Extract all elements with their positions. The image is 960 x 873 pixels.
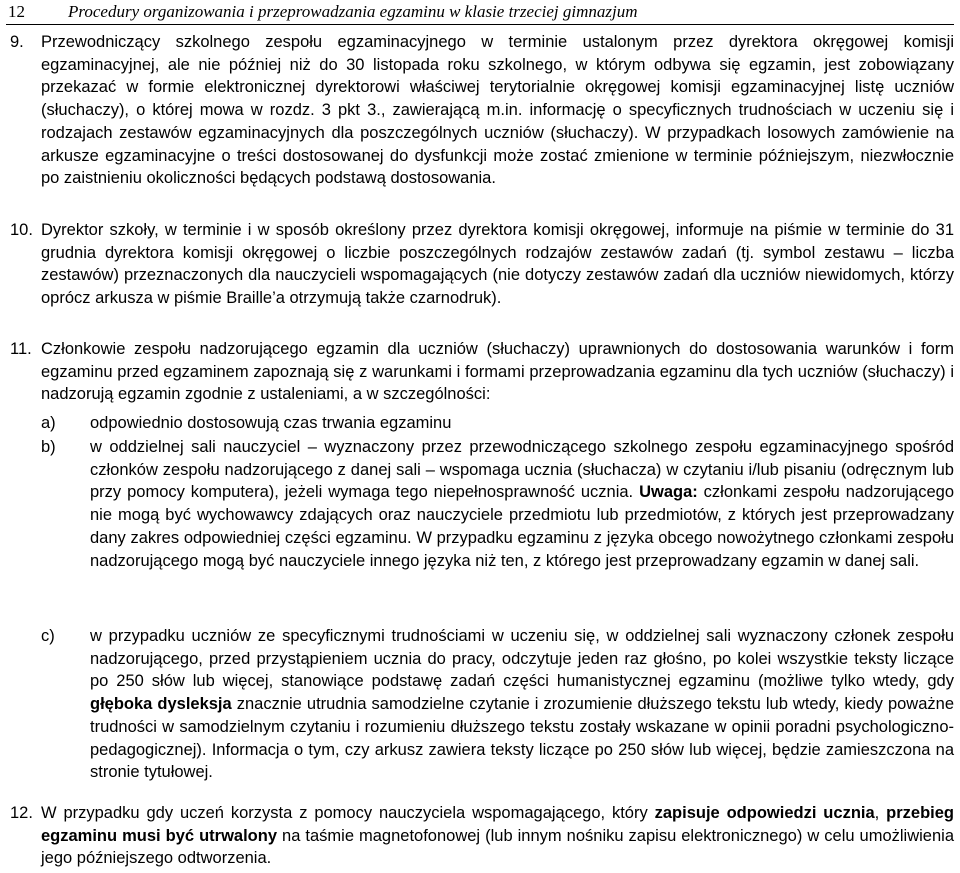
text-segment: w przypadku uczniów ze specyficznymi trudnościami w uczeniu się, w oddzielnej sali wyznaczony członek zespołu nadzorującego, przed przystąpieniem ucznia do pracy, odczytuje jeden raz głośno, po kolei wszystkie teksty liczące po 250 słów lub więcej, stanowiące podstawę zadań części humanistycznej egzaminu (możliwe tylko wtedy, gdy bbox=[90, 627, 954, 691]
paragraph-number: 10. bbox=[10, 221, 33, 239]
text-segment: znacznie utrudnia samodzielne czytanie i zrozumienie dłuższego tekstu lub wtedy, kiedy poważne trudności w samodzielnym czytaniu i rozumieniu dłuższego tekstu zostały wskazane w opinii poradni psychologiczno-pedagogicznej). Informacja o tym, czy arkusz zawiera teksty liczące po 250 słów lub więcej, będzie zamieszczona na stronie tytułowej. bbox=[90, 695, 954, 782]
subitem-letter: b) bbox=[41, 438, 56, 456]
paragraph-text: Członkowie zespołu nadzorującego egzamin dla uczniów (słuchaczy) uprawnionych do dostosowania warunków i form egzaminu przed egzaminem zapoznają się z warunkami i formami przeprowadzania egzaminu dla tych uczniów (słuchaczy) i nadzorują egzamin zgodnie z ustaleniami, a w szczególności: bbox=[41, 340, 954, 404]
subitem-letter: a) bbox=[41, 414, 56, 432]
text-segment: w oddzielnej sali nauczyciel – wyznaczony przez przewodniczącego szkolnego zespołu egzaminacyjnego spośród członków zespołu nadzorującego z danej sali – wspomaga ucznia (słuchacza) w czytaniu i/lub pisaniu (odręcznym lub przy pomocy komputera), jeżeli wymaga tego niepełnosprawność ucznia. bbox=[90, 438, 954, 502]
subitem-text bbox=[90, 625, 954, 784]
bold-phrase: zapisuje odpowiedzi ucznia bbox=[654, 804, 875, 822]
text-segment: na taśmie magnetofonowej (lub innym nośniku zapisu elektronicznego) w celu umożliwienia jego późniejszego odtworzenia. bbox=[41, 826, 955, 868]
paragraph-text: Przewodniczący szkolnego zespołu egzaminacyjnego w terminie ustalonym przez dyrektora okręgowej komisji egzaminacyjnej, ale nie później niż do 30 listopada roku szkolnego, w którym odbywa się egzamin, jest zobowiązany przekazać w formie elektronicznej dyrektorowi właściwej terytorialnie okręgowej komisji egzaminacyjnej listę uczniów (słuchaczy), o której mowa w rozdz. 3 pkt 3., zawierającą m.in. informację o specyficznych trudnościach w uczeniu się i rodzajach zestawów egzaminacyjnych dla poszczególnych uczniów (słuchaczy). W przypadkach losowych zamówienie na arkusze egzaminacyjne o treści dostosowanej do dysfunkcji może zostać zmienione w terminie późniejszym, niezwłocznie po zaistnieniu okoliczności będących podstawą dostosowania. bbox=[41, 33, 954, 188]
text-segment: W przypadku gdy uczeń korzysta z pomocy nauczyciela wspomagającego, który bbox=[41, 804, 655, 822]
bold-phrase: przebieg egzaminu musi być utrwalony bbox=[41, 804, 954, 845]
subitem-letter: c) bbox=[41, 627, 55, 645]
page-header bbox=[6, 0, 954, 25]
page-number: 12 bbox=[8, 2, 25, 21]
paragraph-text bbox=[41, 802, 954, 870]
bold-term: głęboka dysleksja bbox=[90, 695, 232, 714]
bold-note: Uwaga: bbox=[639, 483, 698, 502]
paragraph-text: Dyrektor szkoły, w terminie i w sposób określony przez dyrektora komisji okręgowej, informuje na piśmie w terminie do 31 grudnia dyrektora komisji okręgowej o liczbie poszczególnych rodzajów zestawów zadań (tj. symbol zestawu – liczba zestawów) przeznaczonych dla nauczycieli wspomagających (nie dotyczy zestawów zadań dla uczniów niewidomych, którzy oprócz arkusza w piśmie Braille’a otrzymują także czarnodruk). bbox=[41, 221, 954, 308]
paragraph-number: 9. bbox=[10, 33, 24, 51]
paragraph-number: 12. bbox=[10, 804, 33, 822]
paragraph-number: 11. bbox=[10, 340, 32, 358]
text-segment: , bbox=[874, 804, 887, 822]
subitem-text bbox=[90, 436, 954, 572]
subitem-text: odpowiednio dostosowują czas trwania egzaminu bbox=[90, 414, 452, 432]
text-segment: członkami zespołu nadzorującego nie mogą być wychowawcy zdających oraz nauczyciele przedmiotu lub przedmiotów, z których jest przeprowadzany dany zakres odpowiedniej części egzaminu. W przypadku egzaminu z języka obcego nowożytnego członkami zespołu nadzorującego mogą być nauczyciele innego języka niż ten, z którego jest przeprowadzany egzamin w danej sali. bbox=[90, 483, 954, 570]
header-title: Procedury organizowania i przeprowadzania egzaminu w klasie trzeciej gimnazjum bbox=[68, 2, 638, 21]
